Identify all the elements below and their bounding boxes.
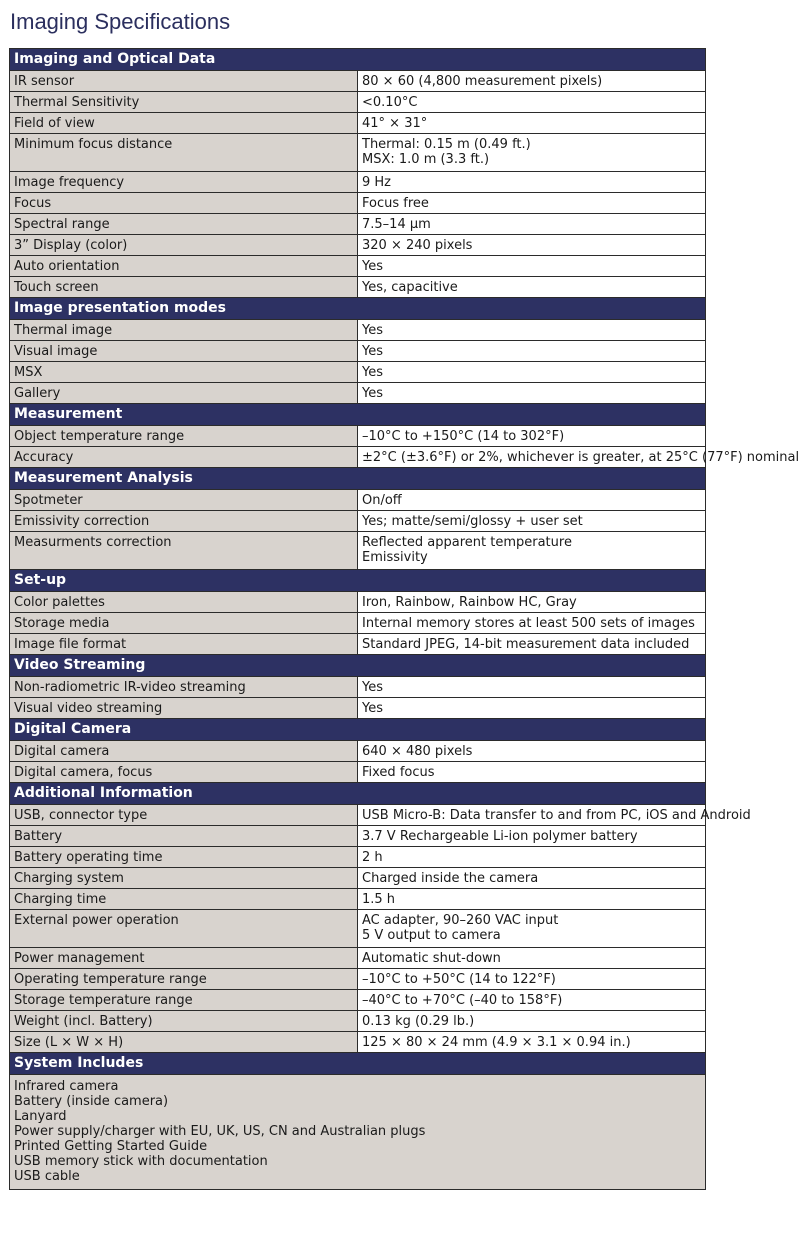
spec-value-line: Yes: [362, 386, 383, 401]
system-includes-item: Power supply/charger with EU, UK, US, CN and Australian plugs: [14, 1124, 426, 1139]
system-includes-item: USB memory stick with documentation: [14, 1154, 268, 1169]
section-header-row: [10, 719, 706, 741]
section-heading: Measurement: [10, 404, 706, 426]
spec-value: [358, 1011, 706, 1032]
spec-label: Storage media: [10, 613, 358, 634]
spec-value-line: MSX: 1.0 m (3.3 ft.): [362, 152, 490, 167]
spec-label: Field of view: [10, 113, 358, 134]
spec-value-line: Iron, Rainbow, Rainbow HC, Gray: [362, 595, 577, 610]
spec-label: Touch screen: [10, 277, 358, 298]
spec-value-line: 640 × 480 pixels: [362, 744, 473, 759]
page-title: Imaging Specifications: [10, 9, 231, 34]
spec-value: [358, 113, 706, 134]
spec-label: 3” Display (color): [10, 235, 358, 256]
spec-row: [10, 741, 706, 762]
spec-value: [358, 134, 706, 172]
spec-label: Minimum focus distance: [10, 134, 358, 172]
system-includes-item: Infrared camera: [14, 1079, 119, 1094]
spec-value-line: Focus free: [362, 196, 429, 211]
system-includes-item: USB cable: [14, 1169, 80, 1184]
spec-label: Thermal image: [10, 320, 358, 341]
spec-value: [358, 277, 706, 298]
system-includes-list: [10, 1075, 706, 1190]
section-header-row: [10, 468, 706, 490]
spec-value-line: ±2°C (±3.6°F) or 2%, whichever is greater, at 25°C (77°F) nominal: [362, 450, 799, 465]
spec-value-line: 1.5 h: [362, 892, 396, 907]
spec-value: [358, 613, 706, 634]
spec-row: [10, 889, 706, 910]
spec-value: [358, 592, 706, 613]
spec-row: [10, 277, 706, 298]
section-header-row: [10, 404, 706, 426]
spec-value: [358, 383, 706, 404]
spec-value-line: 80 × 60 (4,800 measurement pixels): [362, 74, 603, 89]
spec-value: [358, 948, 706, 969]
spec-label: Gallery: [10, 383, 358, 404]
spec-row: [10, 490, 706, 511]
spec-label: Visual video streaming: [10, 698, 358, 719]
spec-row: [10, 948, 706, 969]
spec-table: [9, 48, 799, 1190]
spec-value-line: Yes: [362, 680, 383, 695]
spec-label: Visual image: [10, 341, 358, 362]
spec-label: Non-radiometric IR-video streaming: [10, 677, 358, 698]
section-heading: Additional Information: [10, 783, 706, 805]
spec-label: Color palettes: [10, 592, 358, 613]
spec-value-line: Reflected apparent temperature: [362, 535, 572, 550]
spec-label: Operating temperature range: [10, 969, 358, 990]
spec-row: [10, 256, 706, 277]
spec-value-line: –40°C to +70°C (–40 to 158°F): [362, 993, 563, 1008]
spec-row: [10, 592, 706, 613]
spec-value-line: 125 × 80 × 24 mm (4.9 × 3.1 × 0.94 in.): [362, 1035, 631, 1050]
spec-label: IR sensor: [10, 71, 358, 92]
spec-value-line: Yes: [362, 344, 383, 359]
spec-row: [10, 235, 706, 256]
spec-label: Thermal Sensitivity: [10, 92, 358, 113]
spec-label: Image file format: [10, 634, 358, 655]
spec-value-line: Yes: [362, 323, 383, 338]
spec-value-line: 320 × 240 pixels: [362, 238, 473, 253]
spec-label: Emissivity correction: [10, 511, 358, 532]
spec-row: [10, 910, 706, 948]
section-heading: System Includes: [10, 1053, 706, 1075]
system-includes-item: Lanyard: [14, 1109, 67, 1124]
system-includes-row: [10, 1075, 706, 1190]
spec-value: [358, 71, 706, 92]
spec-value: [358, 677, 706, 698]
spec-table-body: [10, 49, 799, 1190]
spec-row: [10, 92, 706, 113]
section-heading: Video Streaming: [10, 655, 706, 677]
spec-row: [10, 634, 706, 655]
spec-value-line: Emissivity: [362, 550, 428, 565]
spec-value: [358, 868, 706, 889]
spec-label: Digital camera, focus: [10, 762, 358, 783]
section-header-row: [10, 570, 706, 592]
spec-value: [358, 235, 706, 256]
spec-label: Battery operating time: [10, 847, 358, 868]
spec-label: Weight (incl. Battery): [10, 1011, 358, 1032]
spec-label: Accuracy: [10, 447, 358, 468]
section-header-row: [10, 1053, 706, 1075]
spec-value: [358, 990, 706, 1011]
spec-label: Focus: [10, 193, 358, 214]
spec-row: [10, 511, 706, 532]
spec-label: Image frequency: [10, 172, 358, 193]
spec-value-line: Yes, capacitive: [362, 280, 458, 295]
spec-value: [358, 362, 706, 383]
section-header-row: [10, 655, 706, 677]
section-header-row: [10, 298, 706, 320]
spec-value-line: 0.13 kg (0.29 lb.): [362, 1014, 475, 1029]
spec-label: MSX: [10, 362, 358, 383]
spec-row: [10, 826, 706, 847]
spec-value: [358, 826, 706, 847]
spec-value-line: Yes; matte/semi/glossy + user set: [362, 514, 583, 529]
spec-row: [10, 1032, 706, 1053]
spec-value: [358, 341, 706, 362]
spec-value: [358, 698, 706, 719]
spec-value: [358, 1032, 706, 1053]
spec-row: [10, 990, 706, 1011]
spec-row: [10, 71, 706, 92]
spec-value-line: 7.5–14 µm: [362, 217, 431, 232]
section-header-row: [10, 49, 706, 71]
spec-value: [358, 214, 706, 235]
spec-value-line: Charged inside the camera: [362, 871, 539, 886]
spec-value-line: USB Micro-B: Data transfer to and from PC, iOS and Android: [362, 808, 751, 823]
spec-label: Measurments correction: [10, 532, 358, 570]
spec-row: [10, 426, 706, 447]
spec-row: [10, 134, 706, 172]
spec-value: [358, 634, 706, 655]
spec-row: [10, 532, 706, 570]
spec-row: [10, 868, 706, 889]
spec-row: [10, 1011, 706, 1032]
section-heading: Image presentation modes: [10, 298, 706, 320]
spec-value: [358, 256, 706, 277]
spec-value-line: 3.7 V Rechargeable Li-ion polymer battery: [362, 829, 638, 844]
spec-row: [10, 193, 706, 214]
spec-value: [358, 426, 706, 447]
spec-value-line: 2 h: [362, 850, 383, 865]
spec-label: Auto orientation: [10, 256, 358, 277]
spec-value-line: Yes: [362, 365, 383, 380]
spec-row: [10, 762, 706, 783]
spec-row: [10, 362, 706, 383]
spec-value-line: Fixed focus: [362, 765, 435, 780]
spec-row: [10, 698, 706, 719]
spec-label: Charging time: [10, 889, 358, 910]
spec-value: [358, 172, 706, 193]
spec-row: [10, 805, 706, 826]
spec-value: [358, 847, 706, 868]
spec-row: [10, 969, 706, 990]
section-heading: Imaging and Optical Data: [10, 49, 706, 71]
spec-row: [10, 214, 706, 235]
spec-label: Charging system: [10, 868, 358, 889]
spec-value: [358, 490, 706, 511]
spec-value: [358, 447, 799, 468]
spec-value-line: On/off: [362, 493, 402, 508]
spec-value-line: Standard JPEG, 14-bit measurement data included: [362, 637, 690, 652]
spec-value-line: –10°C to +150°C (14 to 302°F): [362, 429, 565, 444]
system-includes-item: Battery (inside camera): [14, 1094, 169, 1109]
spec-value-line: 41° × 31°: [362, 116, 428, 131]
spec-label: Spectral range: [10, 214, 358, 235]
spec-value-line: Internal memory stores at least 500 sets of images: [362, 616, 695, 631]
spec-value: [358, 889, 706, 910]
spec-value-line: 5 V output to camera: [362, 928, 501, 943]
spec-label: External power operation: [10, 910, 358, 948]
spec-row: [10, 613, 706, 634]
spec-row: [10, 113, 706, 134]
spec-value: [358, 805, 751, 826]
spec-label: Size (L × W × H): [10, 1032, 358, 1053]
spec-label: Object temperature range: [10, 426, 358, 447]
spec-row: [10, 677, 706, 698]
spec-value: [358, 532, 706, 570]
spec-value-line: Yes: [362, 259, 383, 274]
section-heading: Measurement Analysis: [10, 468, 706, 490]
spec-value: [358, 910, 706, 948]
spec-row: [10, 447, 706, 468]
spec-row: [10, 320, 706, 341]
spec-value-line: Automatic shut-down: [362, 951, 501, 966]
spec-value: [358, 320, 706, 341]
spec-label: USB, connector type: [10, 805, 358, 826]
section-header-row: [10, 783, 706, 805]
spec-row: [10, 383, 706, 404]
section-heading: Digital Camera: [10, 719, 706, 741]
spec-value-line: Yes: [362, 701, 383, 716]
spec-value: [358, 741, 706, 762]
spec-value: [358, 193, 706, 214]
spec-value-line: 9 Hz: [362, 175, 392, 190]
spec-value-line: Thermal: 0.15 m (0.49 ft.): [362, 137, 531, 152]
spec-label: Power management: [10, 948, 358, 969]
spec-row: [10, 847, 706, 868]
spec-value-line: <0.10°C: [362, 95, 418, 110]
system-includes-item: Printed Getting Started Guide: [14, 1139, 208, 1154]
spec-value-line: –10°C to +50°C (14 to 122°F): [362, 972, 556, 987]
spec-label: Digital camera: [10, 741, 358, 762]
spec-value-line: AC adapter, 90–260 VAC input: [362, 913, 559, 928]
section-heading: Set-up: [10, 570, 706, 592]
spec-label: Battery: [10, 826, 358, 847]
spec-label: Storage temperature range: [10, 990, 358, 1011]
spec-row: [10, 172, 706, 193]
spec-row: [10, 341, 706, 362]
spec-value: [358, 762, 706, 783]
spec-label: Spotmeter: [10, 490, 358, 511]
spec-value: [358, 969, 706, 990]
spec-value: [358, 511, 706, 532]
spec-value: [358, 92, 706, 113]
